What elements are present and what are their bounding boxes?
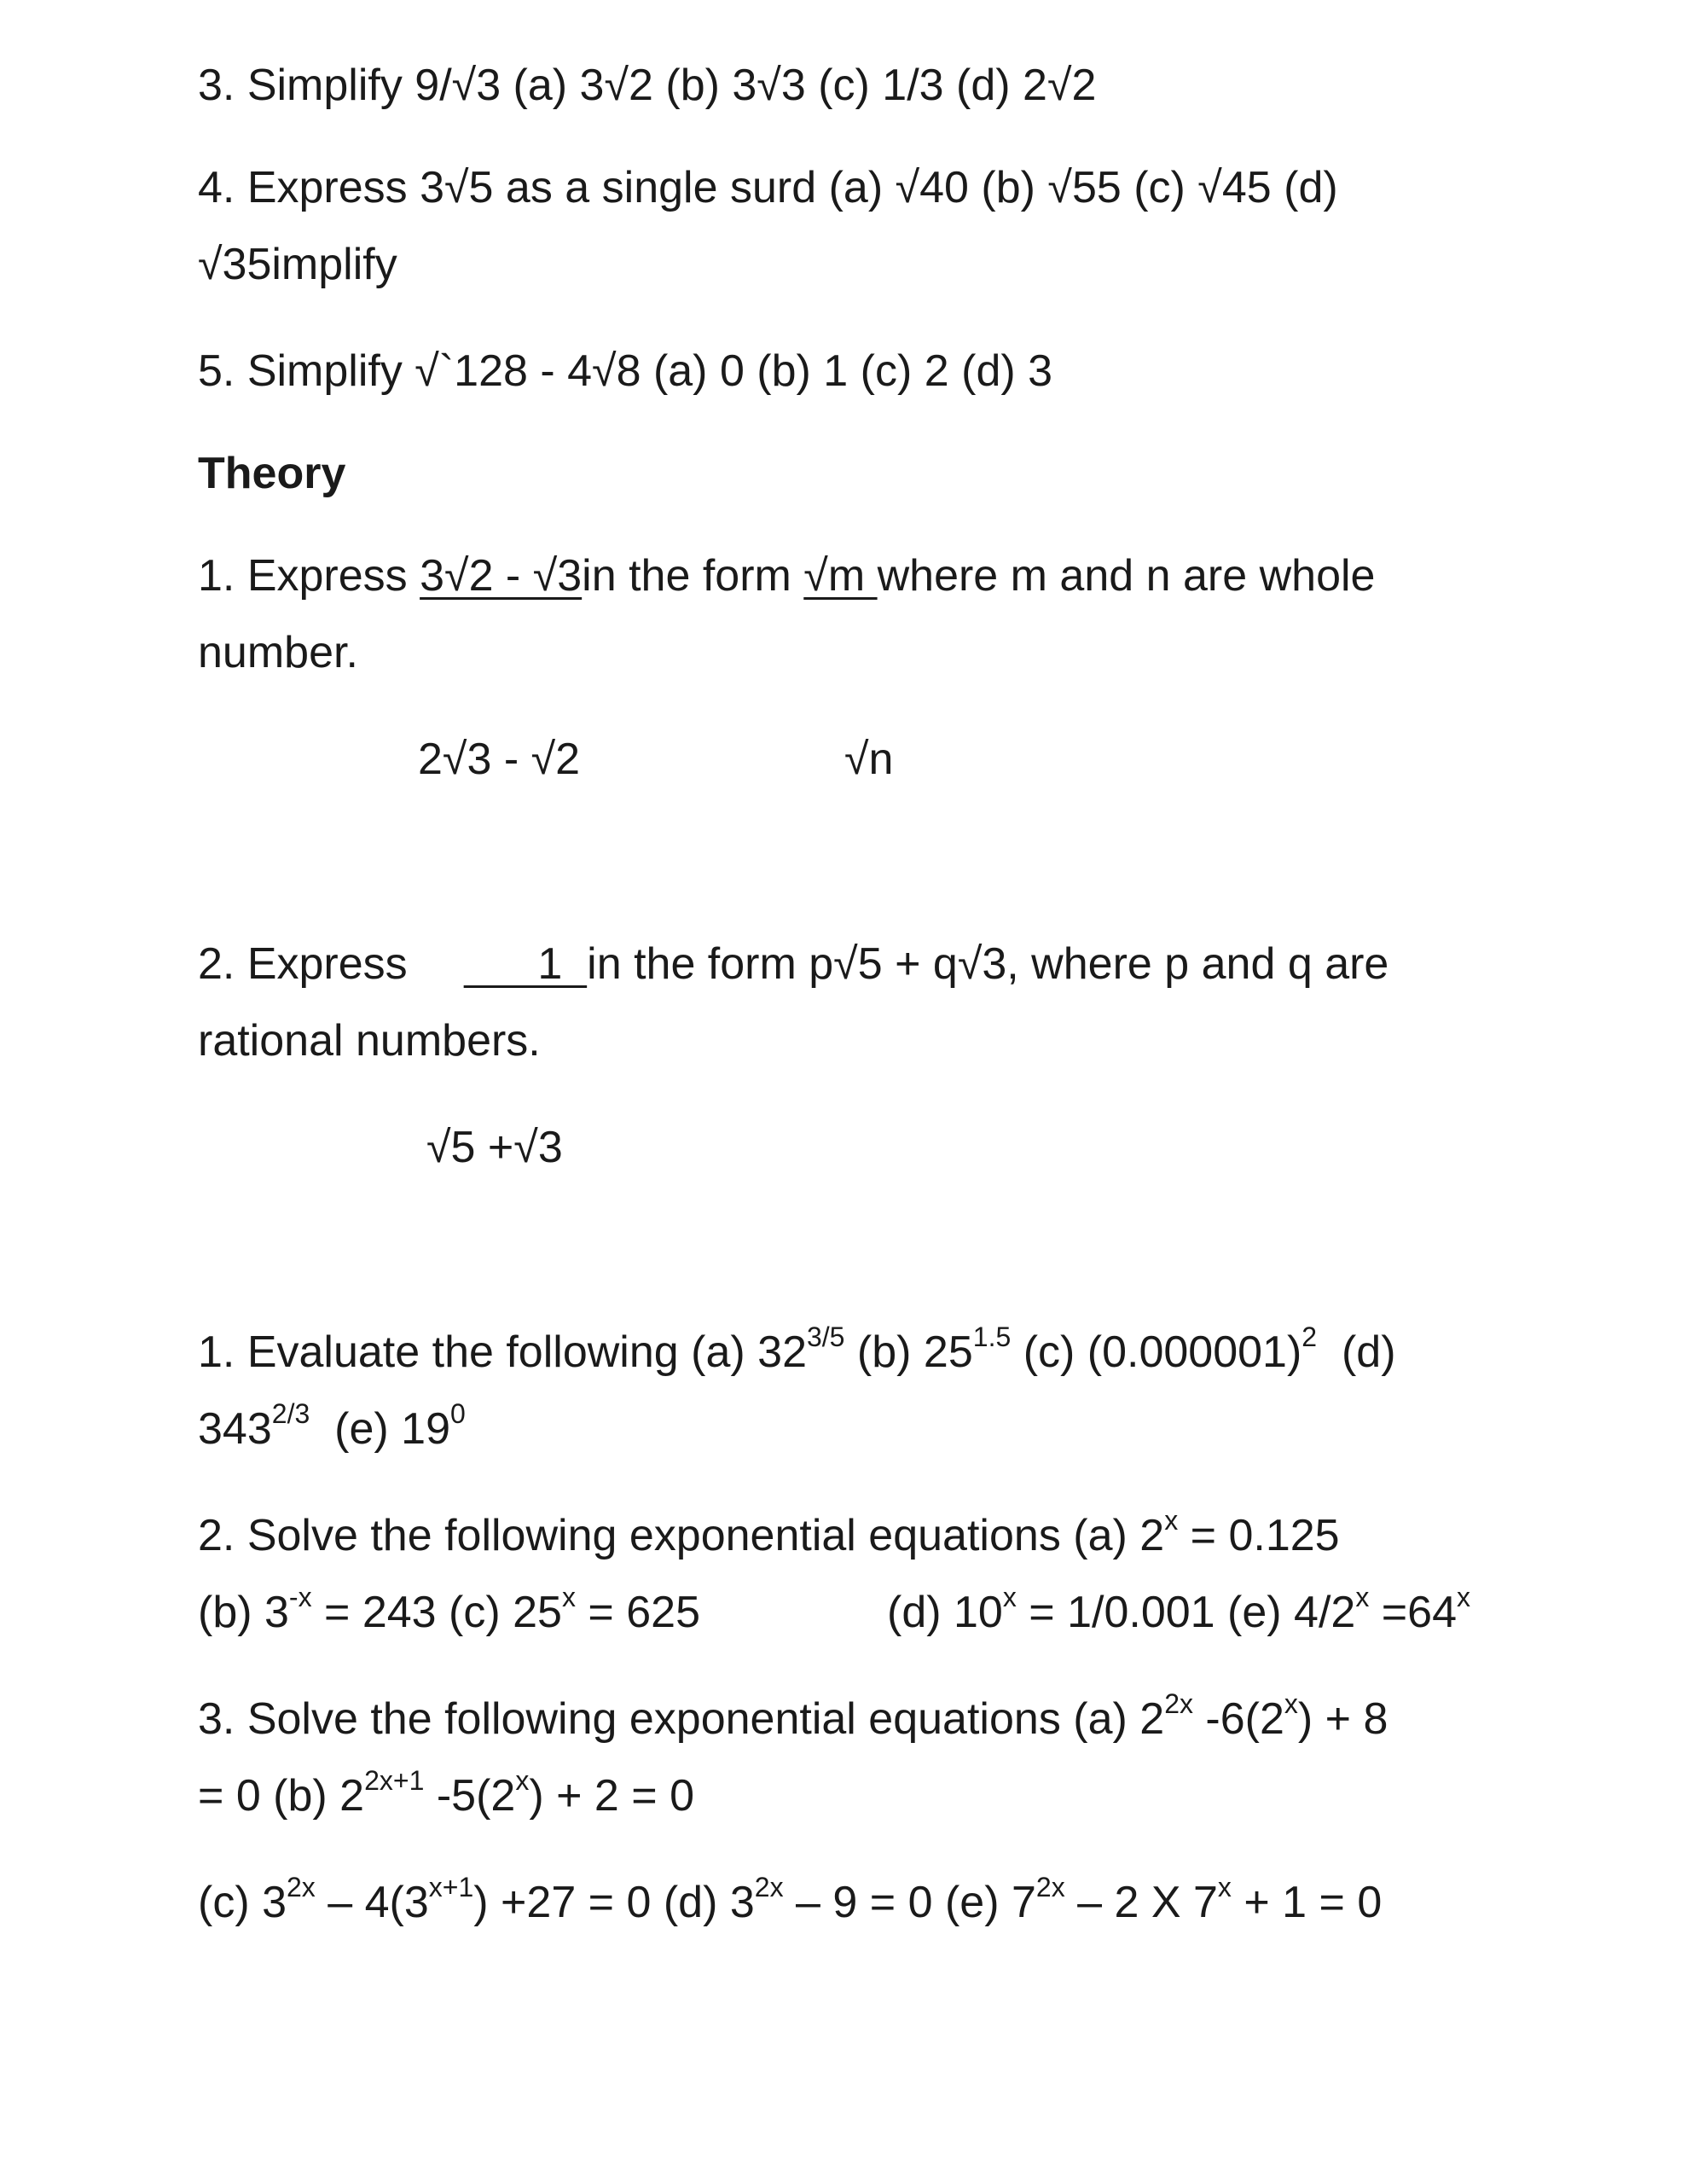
idx1-d-base: 343 bbox=[198, 1404, 272, 1454]
idx1-a: 1. Evaluate the following (a) 32 bbox=[198, 1327, 807, 1377]
theory-1-denominator-row bbox=[418, 721, 580, 798]
idx3-c-mid: – 4(3 bbox=[315, 1878, 429, 1927]
idx1-c: (c) (0.000001) bbox=[1011, 1327, 1302, 1377]
idx2-d: (d) 10 bbox=[887, 1588, 1003, 1637]
idx3-e-sup: 2x bbox=[1035, 1872, 1065, 1902]
indices-question-2-line-1 bbox=[198, 1497, 1340, 1574]
question-4-text-cont: √35implify bbox=[198, 240, 397, 289]
theory-1-form-denominator-row bbox=[844, 721, 893, 798]
indices-question-1-line-1 bbox=[198, 1314, 1396, 1391]
idx3-line1-sup2: x bbox=[1284, 1688, 1298, 1719]
idx2-line1: 2. Solve the following exponential equations (a) 2 bbox=[198, 1511, 1165, 1560]
idx2-e-sup: x bbox=[1355, 1582, 1370, 1612]
question-4-text: 4. Express 3√5 as a single surd (a) √40 (b) √55 (c) √45 (d) bbox=[198, 163, 1338, 212]
question-3 bbox=[198, 47, 1096, 124]
idx3-line1-sup: 2x bbox=[1164, 1688, 1193, 1719]
theory-1-form-denominator: √n bbox=[844, 735, 894, 784]
idx3-c-sup: 2x bbox=[287, 1872, 316, 1902]
theory-1-numerator: 3√2 - √3 bbox=[420, 551, 583, 601]
idx3-line1-end: ) + 8 bbox=[1297, 1694, 1388, 1744]
theory-question-2-line-1 bbox=[198, 926, 1388, 1002]
idx2-e-mid: =64 bbox=[1369, 1588, 1457, 1637]
idx1-d: (d) bbox=[1317, 1327, 1396, 1377]
idx3-line1: 3. Solve the following exponential equations (a) 2 bbox=[198, 1694, 1165, 1744]
indices-question-3-line-3 bbox=[198, 1864, 1382, 1941]
theory-heading bbox=[198, 435, 345, 512]
theory-1-form-numerator: √m bbox=[803, 551, 878, 601]
theory-question-2-line-2 bbox=[198, 1002, 541, 1079]
idx3-d-sup: 2x bbox=[754, 1872, 784, 1902]
idx1-e: (e) 19 bbox=[310, 1404, 450, 1454]
theory-2-denominator: √5 +√3 bbox=[426, 1123, 563, 1172]
idx2-b: (b) 3 bbox=[198, 1588, 289, 1637]
theory-question-1-line-1 bbox=[198, 537, 1375, 614]
question-4-line-2 bbox=[198, 226, 397, 303]
idx2-c-end: = 625 bbox=[575, 1588, 700, 1637]
idx3-e: – 9 = 0 (e) 7 bbox=[783, 1878, 1036, 1927]
theory-2-denominator-row bbox=[426, 1109, 563, 1186]
idx1-b: (b) 25 bbox=[844, 1327, 973, 1377]
theory-heading-text: Theory bbox=[198, 449, 346, 498]
question-5 bbox=[198, 333, 1052, 410]
idx3-e-mid: – 2 X 7 bbox=[1064, 1878, 1218, 1927]
question-3-text: 3. Simplify 9/√3 (a) 3√2 (b) 3√3 (c) 1/3 (d) 2√2 bbox=[198, 61, 1097, 110]
question-5-text: 5. Simplify √`128 - 4√8 (a) 0 (b) 1 (c) 2 (d) 3 bbox=[198, 346, 1053, 396]
idx3-line2-sup2: x bbox=[515, 1765, 530, 1796]
idx2-b-end: = 243 (c) 25 bbox=[311, 1588, 562, 1637]
idx2-line1-end: = 0.125 bbox=[1178, 1511, 1340, 1560]
idx2-c-sup: x bbox=[561, 1582, 576, 1612]
theory-1-suffix: where m and n are whole bbox=[877, 551, 1376, 601]
theory-1-prefix: 1. Express bbox=[198, 551, 420, 601]
idx3-c: (c) 3 bbox=[198, 1878, 287, 1927]
theory-question-1-line-2 bbox=[198, 614, 358, 691]
idx1-d-sup: 2/3 bbox=[271, 1398, 310, 1429]
idx1-e-sup: 0 bbox=[449, 1398, 466, 1429]
idx3-line2-mid: -5(2 bbox=[424, 1771, 516, 1821]
theory-2-line-2: rational numbers. bbox=[198, 1016, 541, 1066]
indices-question-2-line-2-right bbox=[887, 1574, 1470, 1651]
idx3-c-sup2: x+1 bbox=[428, 1872, 474, 1902]
theory-1-denominator: 2√3 - √2 bbox=[418, 735, 581, 784]
theory-1-line-2: number. bbox=[198, 628, 358, 677]
theory-1-mid: in the form bbox=[582, 551, 804, 601]
idx1-a-sup: 3/5 bbox=[806, 1321, 845, 1352]
indices-question-1-line-2 bbox=[198, 1391, 466, 1467]
idx3-d: ) +27 = 0 (d) 3 bbox=[473, 1878, 755, 1927]
question-4-line-1 bbox=[198, 149, 1338, 226]
idx2-line1-sup: x bbox=[1164, 1505, 1179, 1536]
idx3-line2-sup: 2x+1 bbox=[364, 1765, 425, 1796]
theory-2-numerator: 1 bbox=[463, 939, 588, 989]
idx1-b-sup: 1.5 bbox=[972, 1321, 1012, 1352]
idx3-e-sup2: x bbox=[1217, 1872, 1232, 1902]
idx3-line2-end: ) + 2 = 0 bbox=[529, 1771, 694, 1821]
indices-question-3-line-1 bbox=[198, 1681, 1388, 1757]
indices-question-3-line-2 bbox=[198, 1757, 694, 1834]
idx2-e-sup2: x bbox=[1457, 1582, 1470, 1612]
idx2-d-sup: x bbox=[1002, 1582, 1017, 1612]
idx2-d-end: = 1/0.001 (e) 4/2 bbox=[1016, 1588, 1356, 1637]
idx3-line2: = 0 (b) 2 bbox=[198, 1771, 365, 1821]
theory-2-suffix: in the form p√5 + q√3, where p and q are bbox=[587, 939, 1389, 989]
idx3-line1-mid: -6(2 bbox=[1192, 1694, 1284, 1744]
idx3-e-end: + 1 = 0 bbox=[1231, 1878, 1383, 1927]
idx1-c-sup: 2 bbox=[1301, 1321, 1318, 1352]
idx2-b-sup: -x bbox=[288, 1582, 312, 1612]
theory-2-prefix: 2. Express bbox=[198, 939, 408, 989]
indices-question-2-line-2 bbox=[198, 1574, 700, 1651]
